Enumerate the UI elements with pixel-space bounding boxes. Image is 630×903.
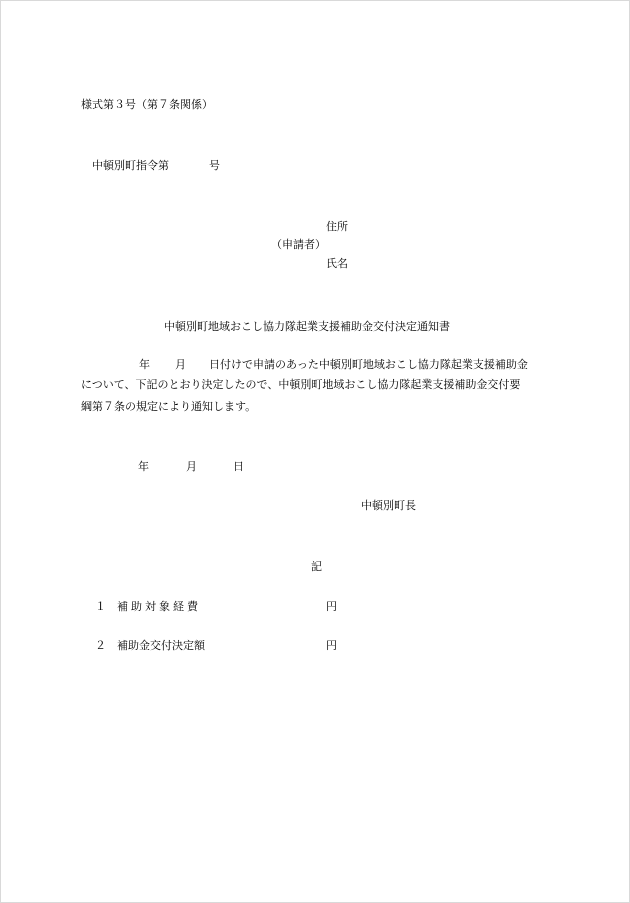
- date-day: 日: [233, 460, 244, 473]
- body-line-2: について、下記のとおり決定したので、中頓別町地域おこし協力隊起業支援補助金交付要: [81, 378, 521, 391]
- issuer-name: 中頓別町長: [361, 499, 416, 512]
- date-month: 月: [186, 460, 197, 473]
- body-line-1-text: 日付けで申請のあった中頓別町地域おこし協力隊起業支援補助金: [209, 358, 528, 371]
- item-unit: 円: [326, 639, 337, 652]
- body-month: 月: [175, 358, 186, 371]
- item-label: 補助対象経費: [117, 600, 201, 613]
- reference-suffix: 号: [209, 159, 220, 172]
- item-label: 補助金交付決定額: [117, 639, 205, 652]
- date-year: 年: [138, 460, 149, 473]
- address-label: 住所: [326, 220, 348, 233]
- body-line-3: 綱第７条の規定により通知します。: [81, 400, 257, 413]
- item-unit: 円: [326, 600, 337, 613]
- applicant-label: （申請者）: [271, 238, 326, 251]
- name-label: 氏名: [326, 257, 348, 270]
- form-number: 様式第３号（第７条関係）: [81, 98, 213, 111]
- document-title: 中頓別町地域おこし協力隊起業支援補助金交付決定通知書: [164, 320, 450, 333]
- body-year: 年: [139, 358, 150, 371]
- ki-heading: 記: [311, 560, 322, 573]
- reference-prefix: 中頓別町指令第: [92, 159, 169, 172]
- item-number: ２: [95, 639, 106, 652]
- item-number: １: [95, 600, 106, 613]
